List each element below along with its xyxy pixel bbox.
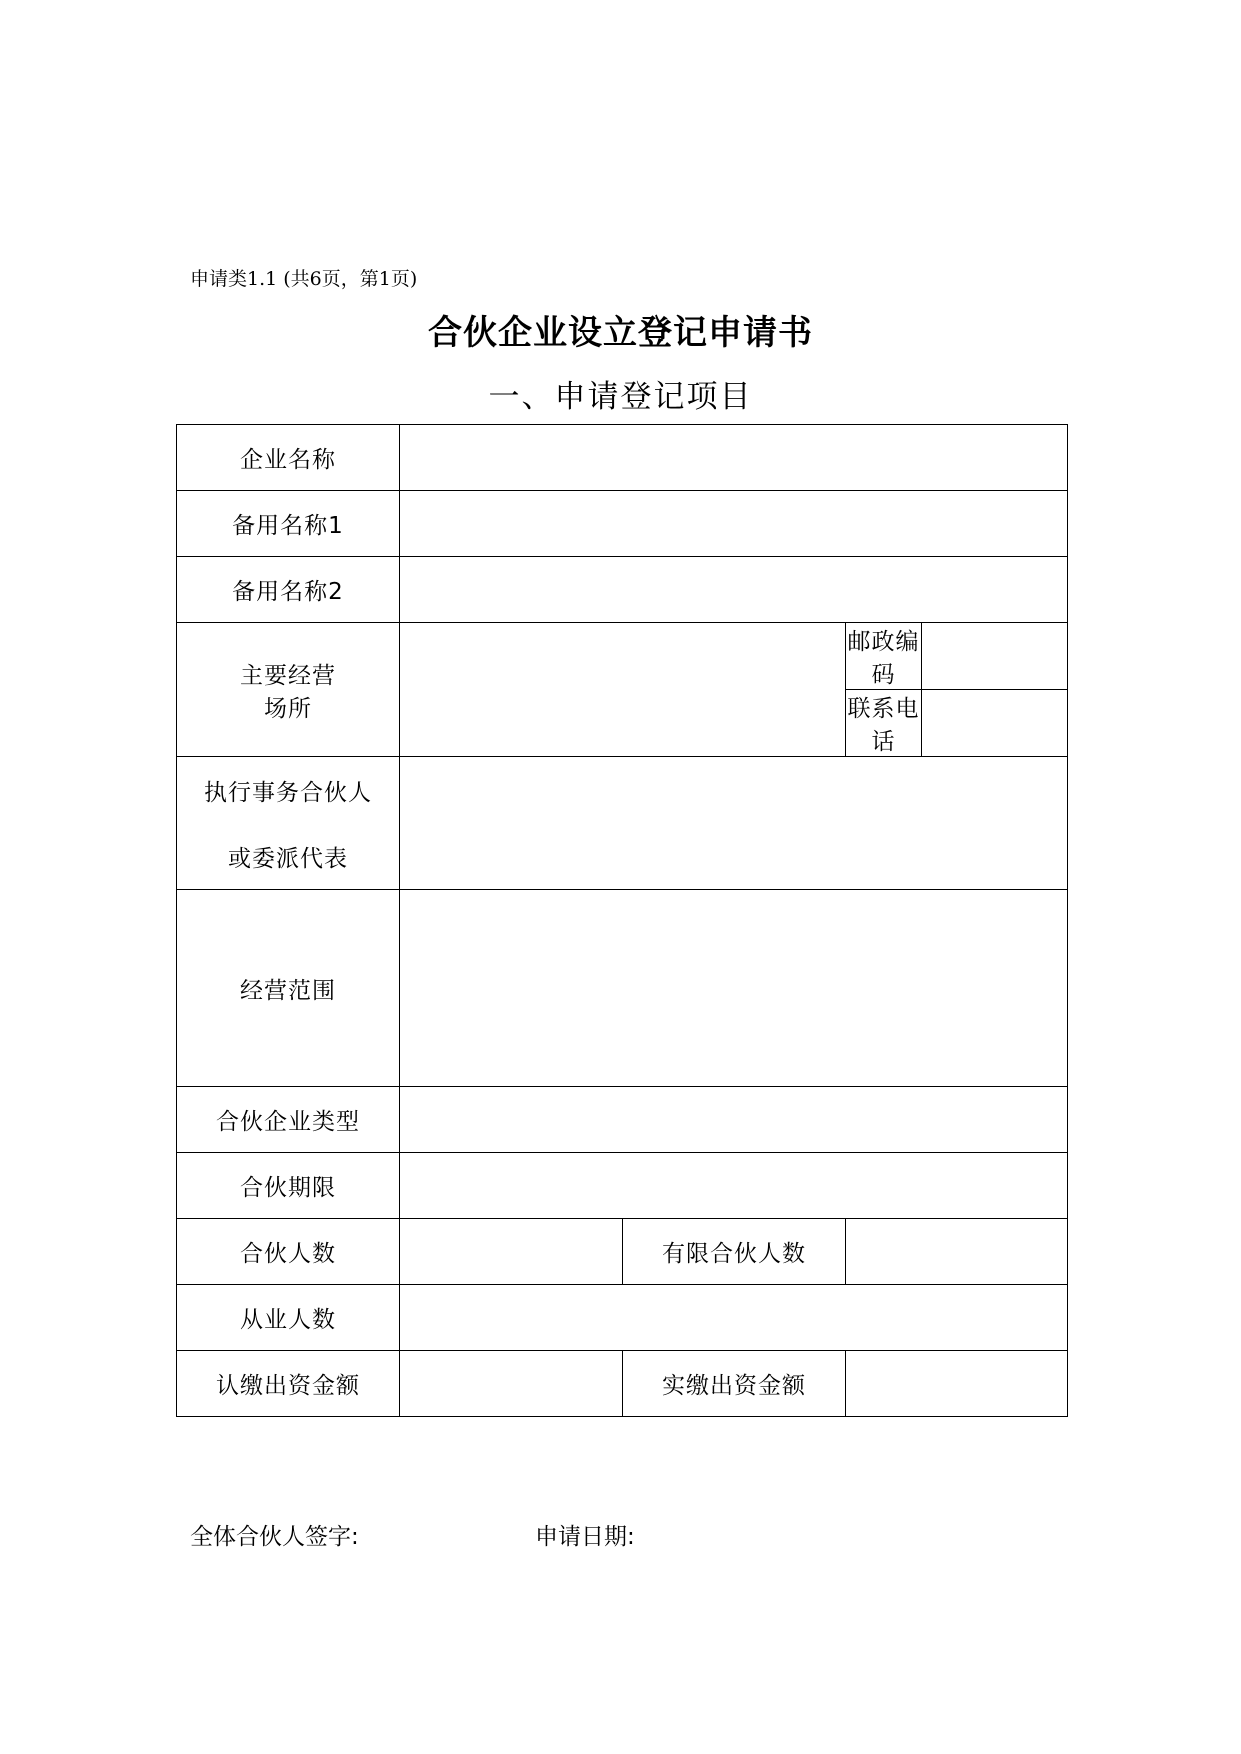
alt-name-1-field[interactable] [400, 491, 1068, 557]
limited-partner-count-field[interactable] [846, 1219, 1068, 1285]
business-scope-field[interactable] [400, 890, 1068, 1087]
partner-count-label: 合伙人数 [177, 1219, 400, 1285]
employee-count-label: 从业人数 [177, 1285, 400, 1351]
subscribed-capital-label: 认缴出资金额 [177, 1351, 400, 1417]
signature-label: 全体合伙人签字: [190, 1524, 359, 1550]
partnership-type-field[interactable] [400, 1087, 1068, 1153]
main-place-label [177, 623, 400, 757]
exec-partner-field[interactable] [400, 757, 1068, 890]
partnership-term-label: 合伙期限 [177, 1153, 400, 1219]
exec-partner-label-line1: 执行事务合伙人 [204, 779, 372, 806]
registration-form-table [176, 424, 1068, 1417]
main-place-field[interactable] [400, 623, 846, 757]
enterprise-name-field[interactable] [400, 425, 1068, 491]
exec-partner-label-line2: 或委派代表 [228, 845, 348, 872]
postal-code-field[interactable] [922, 623, 1068, 690]
application-date-label: 申请日期: [535, 1524, 635, 1550]
phone-label: 联系电话 [846, 690, 922, 757]
employee-count-field[interactable] [400, 1285, 1068, 1351]
alt-name-2-field[interactable] [400, 557, 1068, 623]
alt-name-1-label: 备用名称1 [177, 491, 400, 557]
section-title: 一、申请登记项目 [488, 379, 753, 415]
paid-capital-field[interactable] [846, 1351, 1068, 1417]
exec-partner-label [177, 757, 400, 890]
phone-field[interactable] [922, 690, 1068, 757]
paid-capital-label: 实缴出资金额 [623, 1351, 846, 1417]
enterprise-name-label: 企业名称 [177, 425, 400, 491]
main-place-label-line1: 主要经营 [240, 662, 336, 689]
partnership-type-label: 合伙企业类型 [177, 1087, 400, 1153]
postal-code-label: 邮政编码 [846, 623, 922, 690]
page-header-note: 申请类1.1 (共6页，第1页) [190, 268, 418, 290]
partner-count-field[interactable] [400, 1219, 623, 1285]
main-place-label-line2: 场所 [264, 695, 312, 722]
document-title: 合伙企业设立登记申请书 [428, 313, 813, 353]
business-scope-label: 经营范围 [177, 890, 400, 1087]
limited-partner-count-label: 有限合伙人数 [623, 1219, 846, 1285]
partnership-term-field[interactable] [400, 1153, 1068, 1219]
subscribed-capital-field[interactable] [400, 1351, 623, 1417]
alt-name-2-label: 备用名称2 [177, 557, 400, 623]
